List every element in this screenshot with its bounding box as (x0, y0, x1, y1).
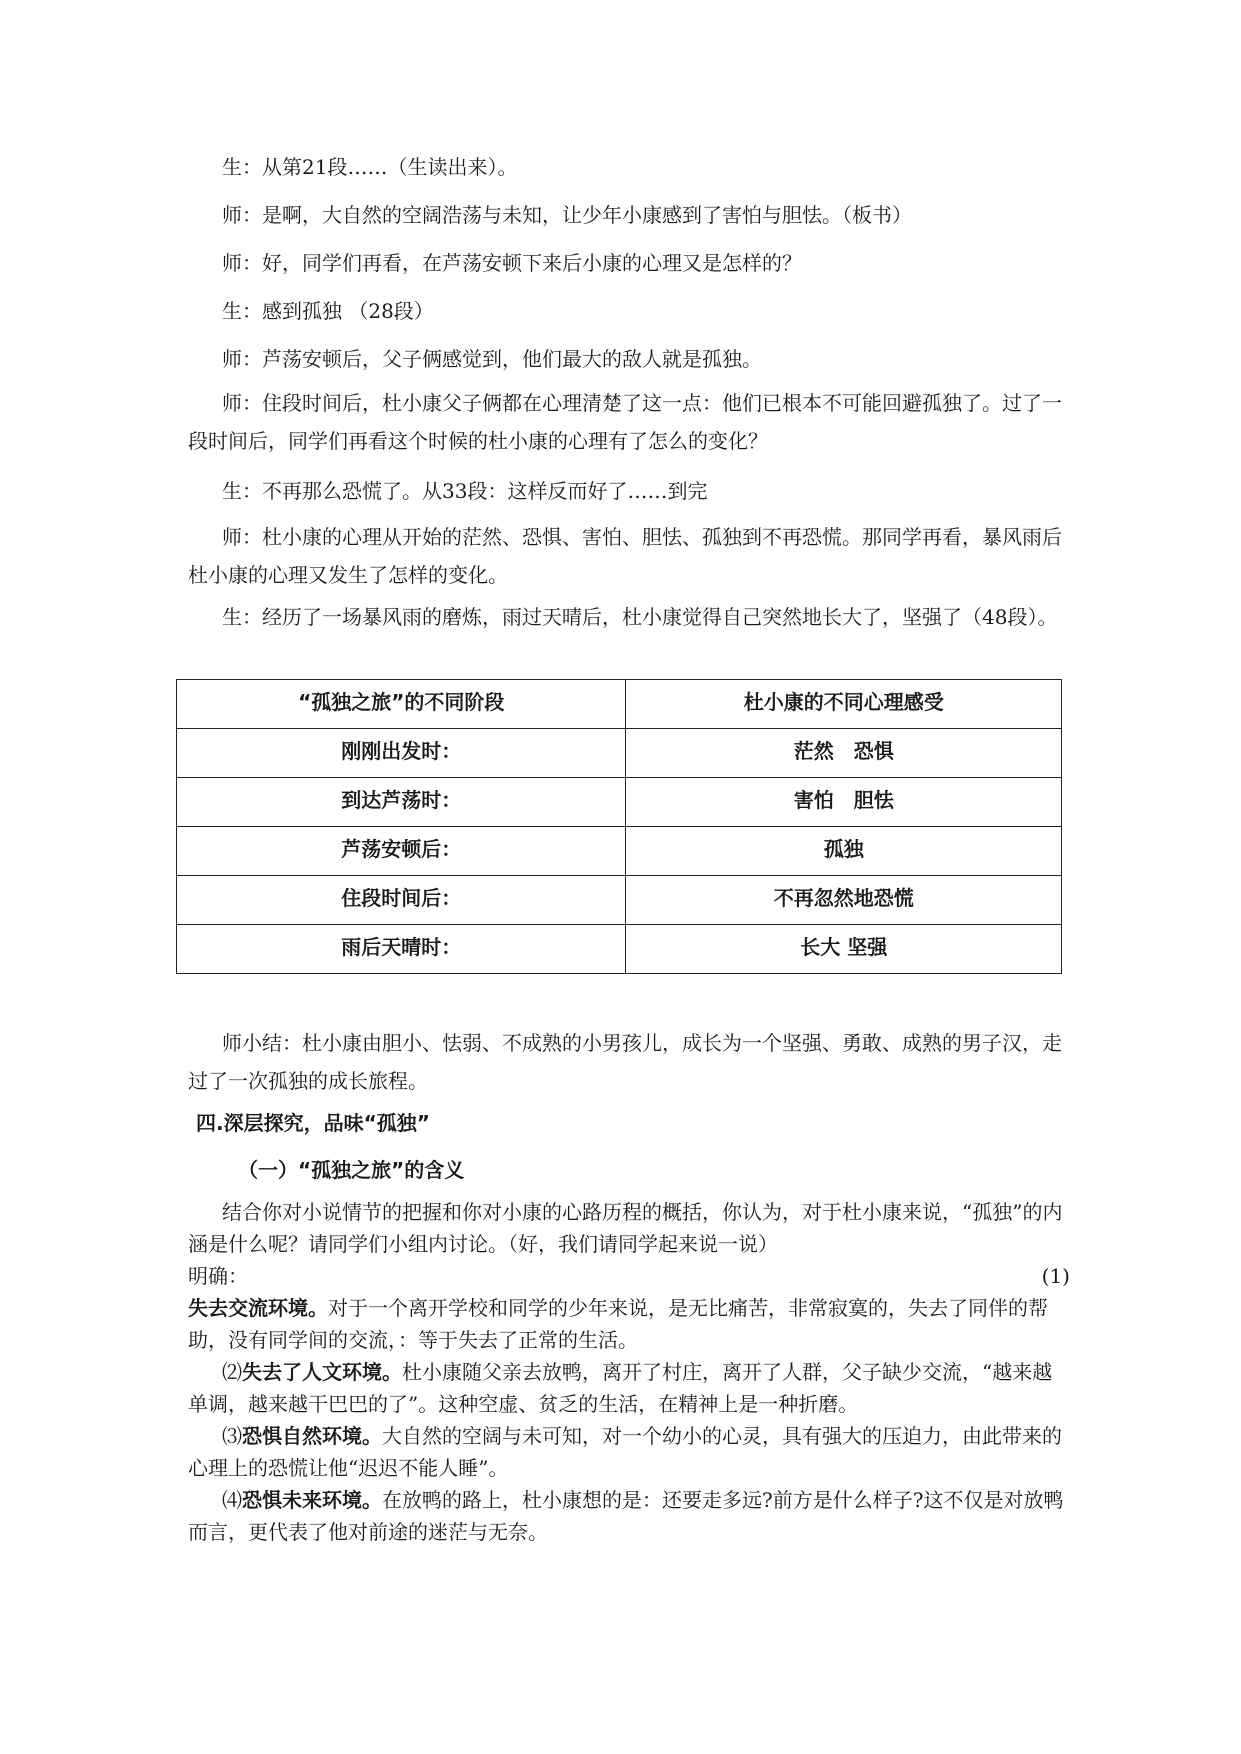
point-item (188, 1292, 1070, 1356)
point-item (188, 1484, 1070, 1548)
dialogue-line: 生：经历了一场暴风雨的磨炼，雨过天晴后，杜小康觉得自己突然地长大了，坚强了（48段）。 (222, 605, 1058, 629)
point-title: 失去了人文环境。 (242, 1360, 402, 1384)
table-cell-stage: 雨后天晴时： (177, 925, 626, 974)
point-number: (1) (1041, 1264, 1070, 1288)
answer-label-row (188, 1260, 1070, 1292)
table-row (177, 729, 1062, 778)
point-item (188, 1420, 1070, 1484)
table-header-cell: “孤独之旅”的不同阶段 (177, 680, 626, 729)
teacher-summary: 师小结：杜小康由胆小、怯弱、不成熟的小男孩儿，成长为一个坚强、勇敢、成熟的男子汉，走过了一次孤独的成长旅程。 (188, 1031, 1062, 1093)
point-number: ⑷ (222, 1488, 242, 1512)
dialogue-line: 师：是啊，大自然的空阔浩荡与未知，让少年小康感到了害怕与胆怯。（板书） (222, 203, 912, 227)
point-number: ⑵ (222, 1360, 242, 1384)
table-row (177, 827, 1062, 876)
point-title: 失去交流环境。 (188, 1296, 328, 1320)
dialogue-line: 师：住段时间后，杜小康父子俩都在心理清楚了这一点：他们已根本不可能回避孤独了。过了一段时间后，同学们再看这个时候的杜小康的心理有了怎么的变化？ (188, 391, 1062, 453)
dialogue-line: 师：好，同学们再看，在芦荡安顿下来后小康的心理又是怎样的？ (222, 251, 802, 275)
table-row (177, 778, 1062, 827)
table-header-row (177, 680, 1062, 729)
dialogue-line: 生：感到孤独 （28段） (222, 299, 434, 323)
table-cell-feeling: 孤独 (626, 827, 1062, 876)
point-text: 在放鸭的路上，杜小康想的是：还要走多远?前方是什么样子?这不仅是对放鸭而言，更代表了他对前途的迷茫与无奈。 (188, 1488, 1064, 1544)
table-cell-stage: 刚刚出发时： (177, 729, 626, 778)
dialogue-line: 生：从第21段……（生读出来）。 (222, 155, 518, 179)
table-cell-stage: 到达芦荡时： (177, 778, 626, 827)
section-heading: 四.深层探究，品味“孤独” (196, 1111, 430, 1135)
subsection-heading: （一）“孤独之旅”的含义 (238, 1158, 465, 1182)
discussion-block (188, 1196, 1070, 1548)
table-cell-feeling: 长大 坚强 (626, 925, 1062, 974)
answer-label: 明确： (188, 1264, 248, 1288)
table-cell-stage: 芦荡安顿后： (177, 827, 626, 876)
dialogue-line: 师：芦荡安顿后，父子俩感觉到，他们最大的敌人就是孤独。 (222, 347, 762, 371)
point-title: 恐惧自然环境。 (242, 1424, 382, 1448)
dialogue-line: 师：杜小康的心理从开始的茫然、恐惧、害怕、胆怯、孤独到不再恐慌。那同学再看，暴风雨后杜小康的心理又发生了怎样的变化。 (188, 525, 1062, 587)
table-cell-stage: 住段时间后： (177, 876, 626, 925)
table-header-cell: 杜小康的不同心理感受 (626, 680, 1062, 729)
discussion-intro: 结合你对小说情节的把握和你对小康的心路历程的概括，你认为，对于杜小康来说，“孤独”的内涵是什么呢？请同学们小组内讨论。（好，我们请同学起来说一说） (188, 1200, 1063, 1256)
table-row (177, 925, 1062, 974)
table-cell-feeling: 不再忽然地恐慌 (626, 876, 1062, 925)
dialogue-line: 生：不再那么恐慌了。从33段：这样反而好了……到完 (222, 479, 708, 503)
table-cell-feeling: 害怕 胆怯 (626, 778, 1062, 827)
table-row (177, 876, 1062, 925)
point-text: 对于一个离开学校和同学的少年来说，是无比痛苦，非常寂寞的，失去了同伴的帮助，没有同学间的交流，：等于失去了正常的生活。 (188, 1296, 1048, 1352)
point-title: 恐惧未来环境。 (242, 1488, 382, 1512)
point-text: 大自然的空阔与未可知，对一个幼小的心灵，具有强大的压迫力，由此带来的心理上的恐慌让他“迟迟不能人睡”。 (188, 1424, 1062, 1480)
point-number: ⑶ (222, 1424, 242, 1448)
stages-table (176, 679, 1062, 974)
point-item (188, 1356, 1070, 1420)
point-text: 杜小康随父亲去放鸭，离开了村庄，离开了人群，父子缺少交流，“越来越单调，越来越干巴巴的了”。这种空虚、贫乏的生活，在精神上是一种折磨。 (188, 1360, 1053, 1416)
table-cell-feeling: 茫然 恐惧 (626, 729, 1062, 778)
